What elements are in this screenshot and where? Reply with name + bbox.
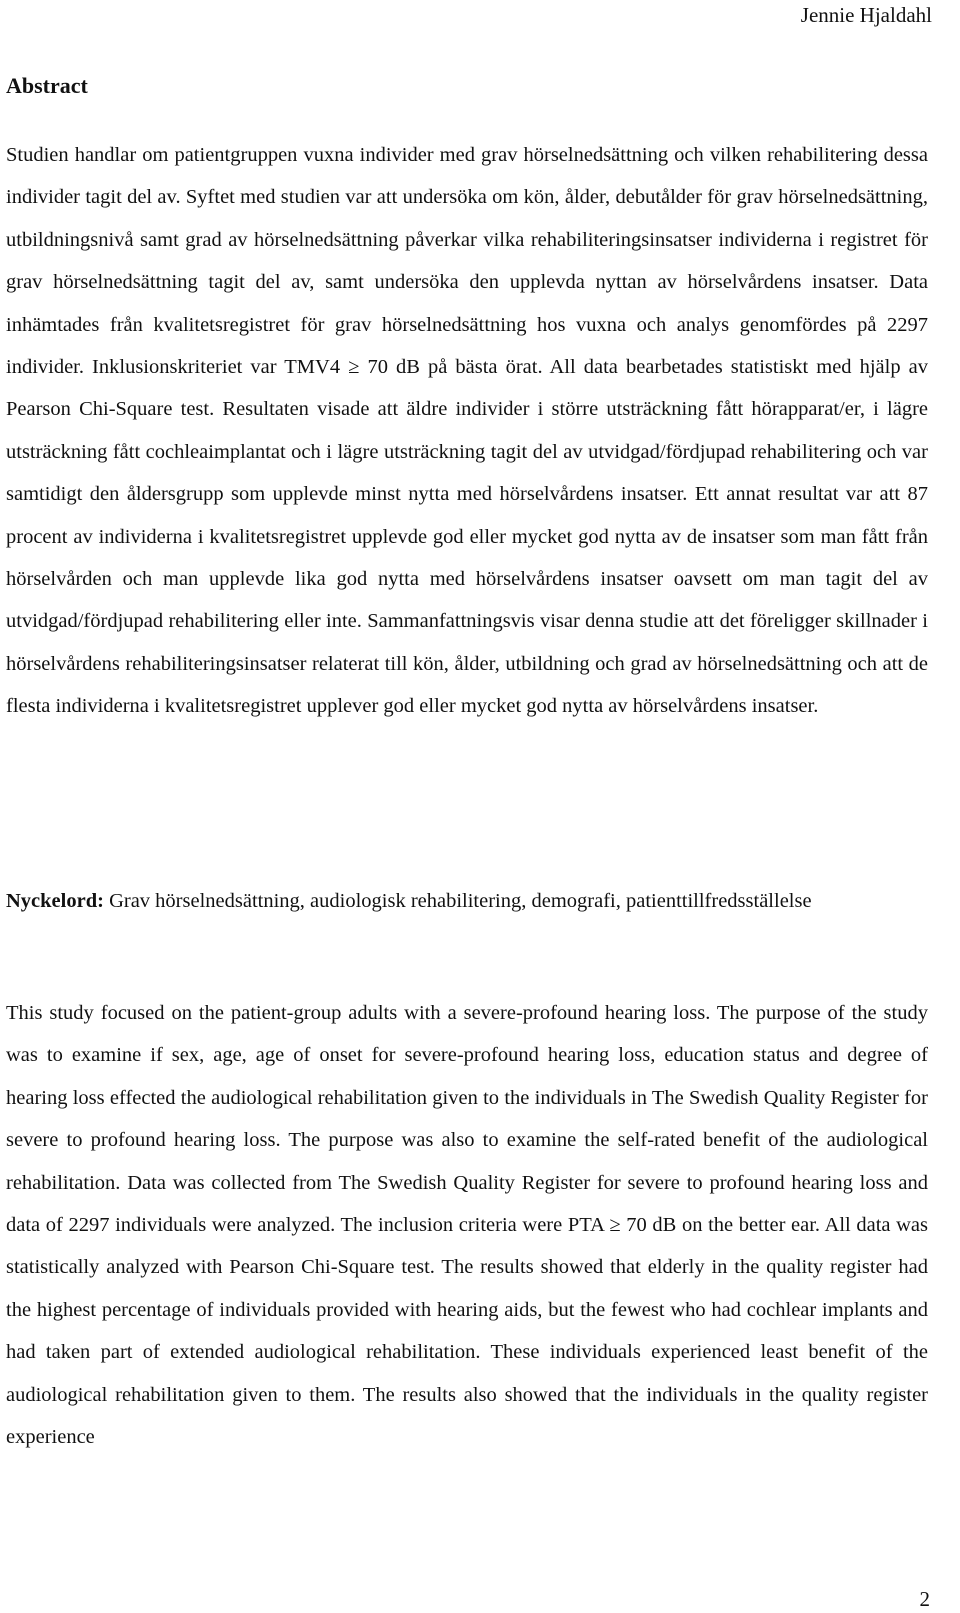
abstract-swedish-paragraph: Studien handlar om patientgruppen vuxna individer med grav hörselnedsättning och vilken rehabilitering dessa individer tagit del av. Syftet med studien var att undersöka om kön, ålder, debutålder för grav hörselnedsättning, utbildningsnivå samt grad av hörselnedsättning påverkar vilka rehabiliteringsinsatser individerna i registret för grav hörselnedsättning tagit del av, samt undersöka den upplevda nyttan av hörselvårdens insatser. Data inhämtades från kvalitetsregistret för grav hörselnedsättning hos vuxna och analys genomfördes på 2297 individer. Inklusionskriteriet var TMV4 ≥ 70 dB på bästa örat. All data bearbetades statistiskt med hjälp av Pearson Chi-Square test. Resultaten visade att äldre individer i större utsträckning fått hörapparat/er, i lägre utsträckning fått cochleaimplantat och i lägre utsträckning tagit del av utvidgad/fördjupad rehabilitering och var samtidigt den åldersgrupp som upplevde minst nytta med hörselvårdens insatser. Ett annat resultat var att 87 procent av individerna i kvalitetsregistret upplevde god eller mycket god nytta av de insatser som man fått från hörselvården och man upplevde lika god nytta med hörselvårdens insatser oavsett om man tagit del av utvidgad/fördjupad rehabilitering eller inte. Sammanfattningsvis visar denna studie att det föreligger skillnader i hörselvårdens rehabiliteringsinsatser relaterat till kön, ålder, utbildning och grad av hörselnedsättning och att de flesta individerna i kvalitetsregistret upplever god eller mycket god nytta av hörselvårdens insatser. xyxy=(6,144,928,718)
abstract-heading: Abstract xyxy=(6,73,88,98)
keywords-paragraph xyxy=(6,880,928,922)
running-header-author: Jennie Hjaldahl xyxy=(800,3,932,27)
page-number: 2 xyxy=(919,1587,930,1611)
abstract-english-paragraph: This study focused on the patient-group adults with a severe-profound hearing loss. The purpose of the study was to examine if sex, age, age of onset for severe-profound hearing loss, education status and degree of hearing loss effected the audiological rehabilitation given to the individuals in The Swedish Quality Register for severe to profound hearing loss. The purpose was also to examine the self-rated benefit of the audiological rehabilitation. Data was collected from The Swedish Quality Register for severe to profound hearing loss and data of 2297 individuals were analyzed. The inclusion criteria were PTA ≥ 70 dB on the better ear. All data was statistically analyzed with Pearson Chi-Square test. The results showed that elderly in the quality register had the highest percentage of individuals provided with hearing aids, but the fewest who had cochlear implants and had taken part of extended audiological rehabilitation. These individuals experienced least benefit of the audiological rehabilitation given to them. The results also showed that the individuals in the quality register experience xyxy=(6,1002,928,1449)
keywords-label: Nyckelord: xyxy=(6,890,104,912)
keywords-text: Grav hörselnedsättning, audiologisk rehabilitering, demografi, patienttillfredsställelse xyxy=(103,890,812,912)
